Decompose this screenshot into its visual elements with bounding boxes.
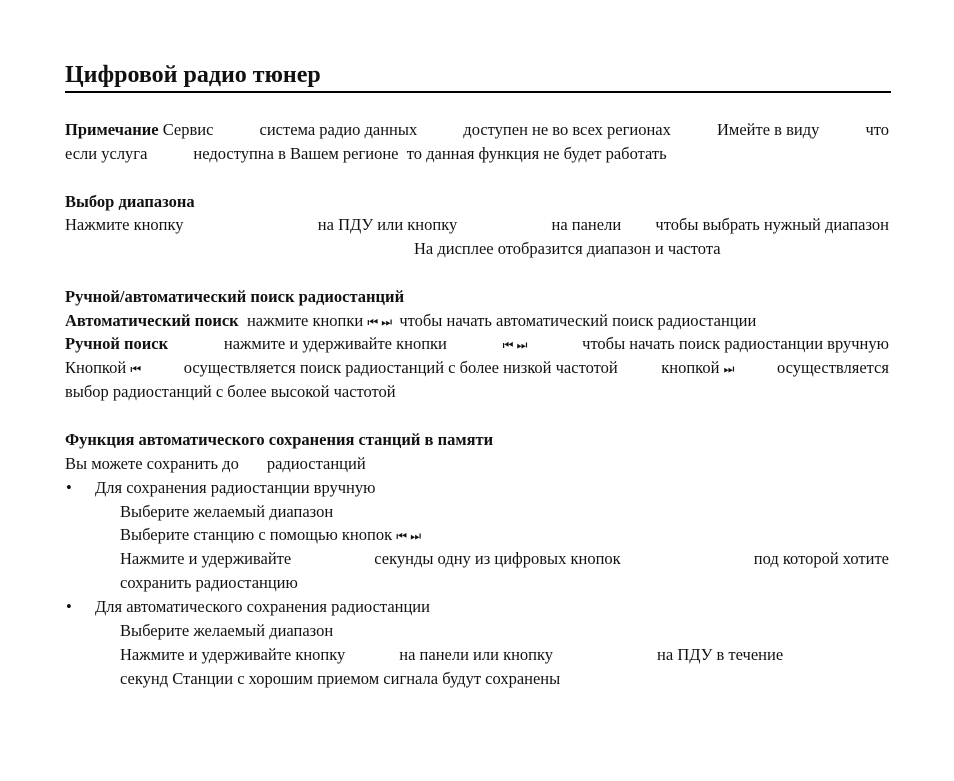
search-line-3 — [65, 356, 889, 380]
memory-text: радиостанций — [266, 454, 366, 473]
band-line-1 — [65, 213, 889, 237]
prev-track-icon: ⏮ — [367, 315, 378, 329]
search-text: осуществляется поиск радиостанций с более низкой частотой — [183, 358, 618, 377]
memory-text: на панели или кнопку — [399, 645, 554, 664]
manual-step-3 — [120, 547, 889, 571]
search-manual-line — [65, 332, 889, 356]
search-text: осуществляется — [776, 358, 889, 377]
manual-step-3-cont: сохранить радиостанцию — [120, 573, 298, 592]
manual-step-2 — [120, 523, 889, 547]
memory-text: Нажмите и удерживайте кнопку — [120, 645, 346, 664]
manual-step-1: Выберите желаемый диапазон — [120, 502, 334, 521]
memory-heading: Функция автоматического сохранения станций в памяти — [65, 430, 494, 449]
memory-text: секунды одну из цифровых кнопок — [374, 549, 621, 568]
next-track-icon: ⏭ — [723, 362, 734, 376]
next-track-icon: ⏭ — [381, 315, 392, 329]
note-text: что — [865, 120, 889, 139]
search-text: Кнопкой — [65, 358, 127, 377]
page-title: Цифровой радио тюнер — [65, 60, 891, 93]
memory-text: на ПДУ в течение — [657, 645, 784, 664]
band-text: Нажмите кнопку — [65, 215, 184, 234]
search-text: кнопкой — [661, 358, 720, 377]
search-text: чтобы начать поиск радиостанции вручную — [582, 334, 889, 353]
next-track-icon: ⏭ — [410, 529, 420, 543]
prev-track-icon: ⏮ — [502, 338, 513, 352]
note-line-2 — [65, 142, 889, 166]
note-text: если услуга — [65, 144, 148, 163]
memory-text: под которой хотите — [753, 549, 889, 568]
search-text: нажмите кнопки — [246, 311, 364, 330]
memory-text: Вы можете сохранить до — [65, 454, 239, 473]
next-track-icon: ⏭ — [516, 338, 527, 352]
search-text: нажмите и удерживайте кнопки — [223, 334, 447, 353]
note-text: то данная функция не будет работать — [406, 144, 667, 163]
search-heading: Ручной/автоматический поиск радиостанций — [65, 287, 405, 306]
note-label: Примечание — [65, 120, 159, 139]
manual-search-label: Ручной поиск — [65, 334, 169, 353]
note-line-1 — [65, 118, 889, 142]
auto-save-bullet: Для автоматического сохранения радиостанции — [95, 597, 430, 616]
auto-step-2-cont: секунд Станции с хорошим приемом сигнала будут сохранены — [120, 669, 561, 688]
note-text: система радио данных — [259, 120, 418, 139]
memory-text: Нажмите и удерживайте — [120, 549, 292, 568]
auto-step-2 — [120, 643, 872, 667]
auto-step-1: Выберите желаемый диапазон — [120, 621, 334, 640]
memory-intro — [65, 452, 889, 476]
note-text: Сервис — [162, 120, 214, 139]
band-text: на панели — [551, 215, 622, 234]
note-text: Имейте в виду — [716, 120, 820, 139]
auto-search-label: Автоматический поиск — [65, 311, 239, 330]
prev-track-icon: ⏮ — [130, 362, 141, 376]
band-heading: Выбор диапазона — [65, 192, 195, 211]
manual-save-bullet: Для сохранения радиостанции вручную — [95, 478, 376, 497]
search-text: чтобы начать автоматический поиск радиостанции — [399, 311, 757, 330]
memory-text: Выберите станцию с помощью кнопок — [120, 525, 393, 544]
bullet-icon: • — [66, 478, 72, 497]
search-auto-line — [65, 309, 889, 333]
note-text: доступен не во всех регионах — [463, 120, 671, 139]
prev-track-icon: ⏮ — [396, 529, 407, 543]
band-line-2: На дисплее отобразится диапазон и частота — [414, 239, 721, 258]
search-line-4: выбор радиостанций с более высокой частотой — [65, 382, 396, 401]
note-text: недоступна в Вашем регионе — [193, 144, 399, 163]
bullet-icon: • — [66, 597, 72, 616]
band-text: на ПДУ или кнопку — [317, 215, 458, 234]
band-text: чтобы выбрать нужный диапазон — [655, 215, 889, 234]
